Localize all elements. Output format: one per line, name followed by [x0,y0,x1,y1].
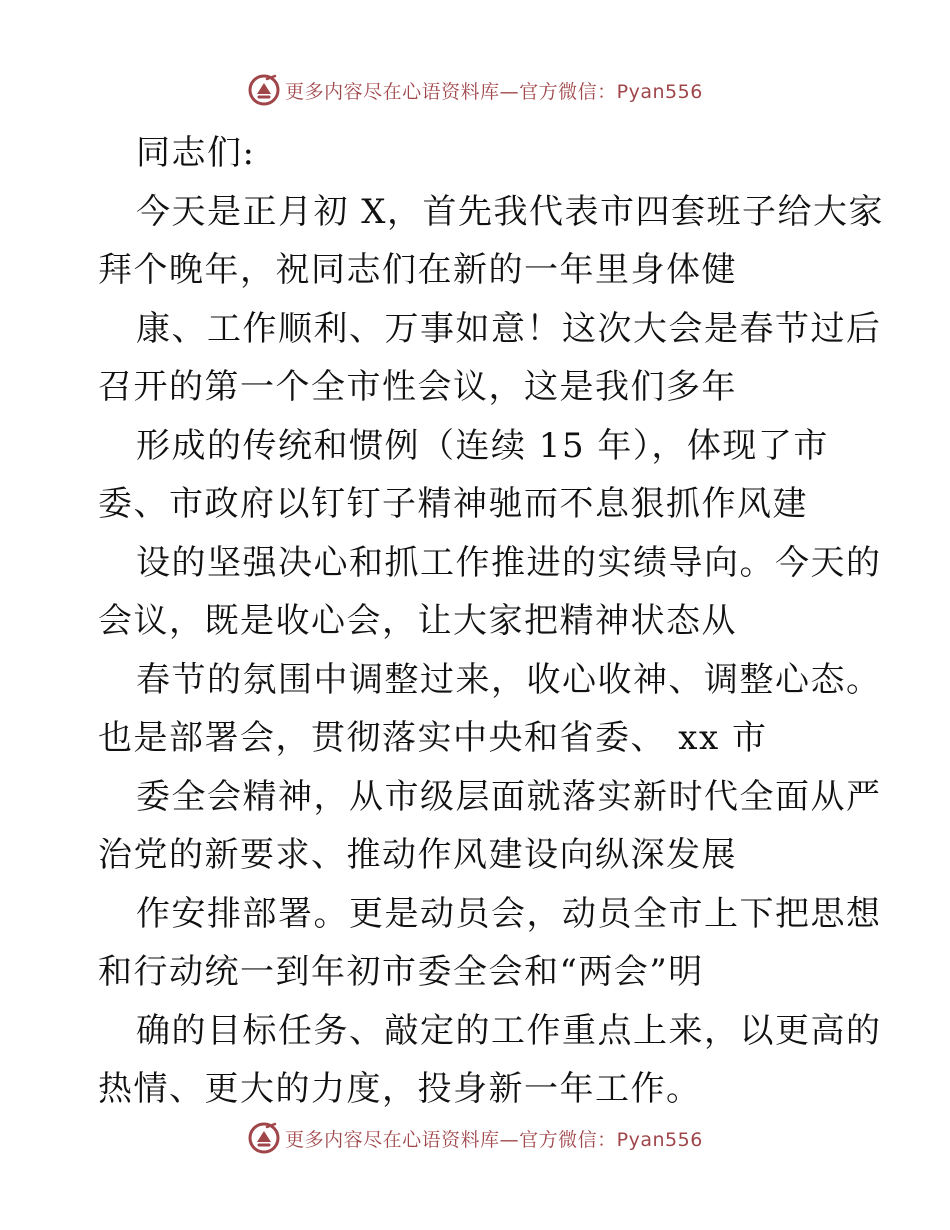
text-line: 会议，既是收心会，让大家把精神状态从 [98,601,737,641]
text-line: 康、工作顺利、万事如意！这次大会是春节过后 [136,308,882,349]
speech-body [98,124,885,1119]
text-line: 设的坚强决心和抓工作推进的实绩导向。今天的 [136,542,882,583]
text-line: 拜个晚年，祝同志们在新的一年里身体健 [98,250,737,290]
book-logo-icon [247,1121,281,1155]
text-line: 委全会精神，从市级层面就落实新时代全面从严 [136,776,882,817]
footer-watermark-banner [0,1118,950,1158]
text-line: 作安排部署。更是动员会，动员全市上下把思想 [136,893,882,934]
watermark-text: 更多内容尽在心语资料库—官方微信：Pyan556 [285,80,703,103]
text-line: 今天是正月初 X，首先我代表市四套班子给大家 [136,191,885,232]
text-line: 召开的第一个全市性会议，这是我们多年 [98,367,737,407]
text-line: 确的目标任务、敲定的工作重点上来，以更高的 [136,1010,882,1051]
text-line: 热情、更大的力度，投身新一年工作。 [98,1069,702,1109]
text-line: 治党的新要求、推动作风建设向纵深发展 [98,835,737,875]
book-logo-icon [247,73,281,107]
text-line: 形成的传统和惯例（连续 15 年），体现了市 [136,425,829,466]
header-watermark-banner [0,70,950,110]
text-line: 春节的氛围中调整过来，收心收神、调整心态。 [136,659,882,700]
text-line: 也是部署会，贯彻落实中央和省委、 xx 市 [98,718,768,758]
salutation-line: 同志们: [136,133,256,173]
text-line: 和行动统一到年初市委全会和“两会”明 [98,952,704,992]
watermark-text: 更多内容尽在心语资料库—官方微信：Pyan556 [285,1128,703,1151]
text-line: 委、市政府以钉钉子精神驰而不息狠抓作风建 [98,484,808,524]
